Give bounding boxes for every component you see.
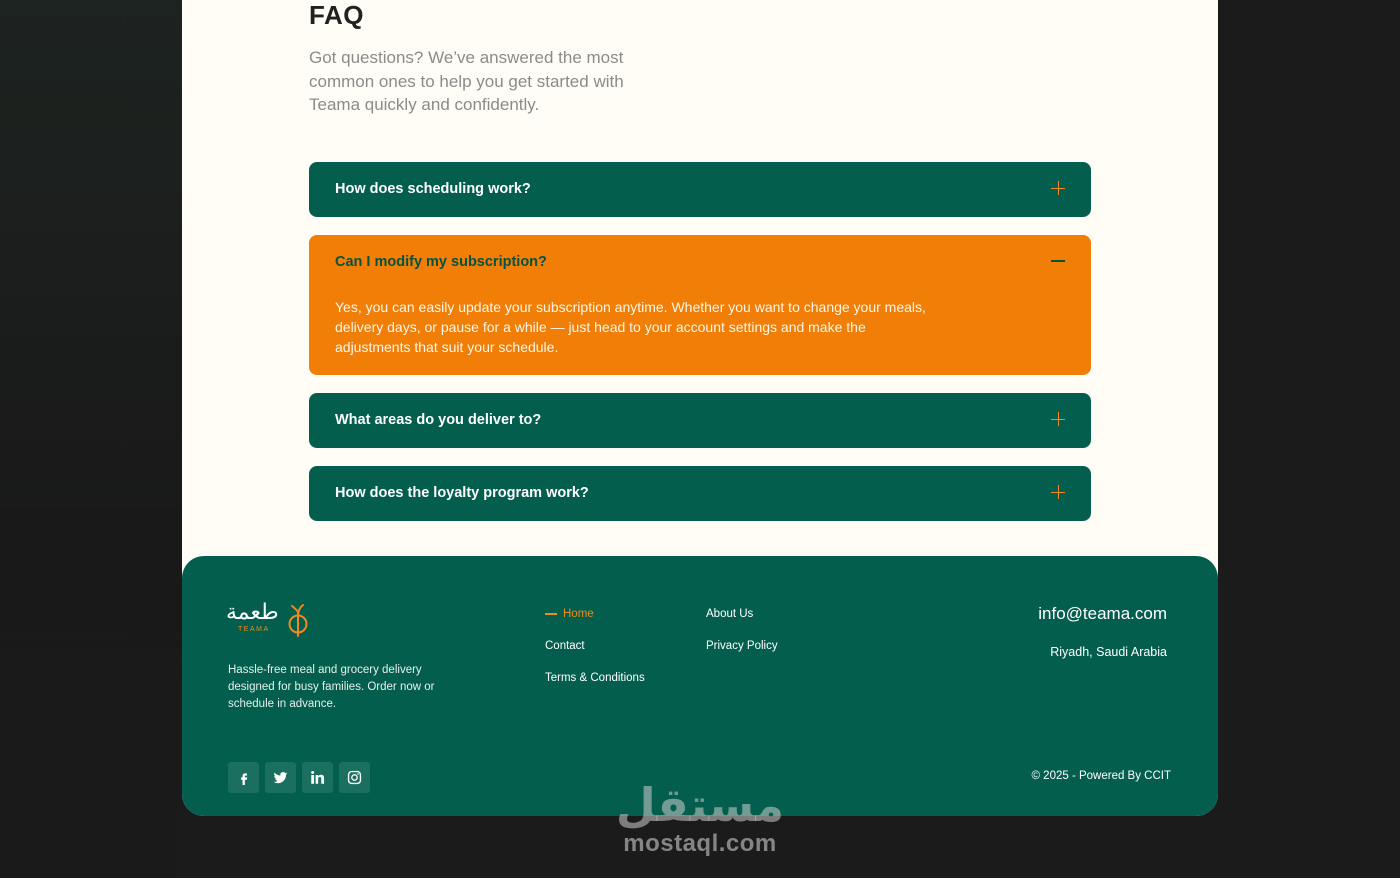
- logo-english-text: TEAMA: [238, 626, 270, 633]
- linkedin-icon[interactable]: [302, 762, 333, 793]
- footer-location: Riyadh, Saudi Arabia: [1050, 645, 1167, 659]
- logo-arabic-text: طعمة: [226, 600, 279, 625]
- plus-icon[interactable]: [1051, 181, 1065, 195]
- faq-answer: Yes, you can easily update your subscription anytime. Whether you want to change your meals, delivery days, or pause for a while — just head to your account settings and make the adjustments that suit your schedule.: [335, 299, 926, 355]
- faq-subtitle: Got questions? We’ve answered the most common ones to help you get started with Teama quickly and confidently.: [309, 48, 624, 114]
- footer-description: Hassle-free meal and grocery delivery designed for busy families. Order now or schedule in advance.: [228, 664, 435, 710]
- footer-link-privacy[interactable]: Privacy Policy: [706, 640, 778, 652]
- faq-item-scheduling[interactable]: [309, 162, 1091, 217]
- social-links: [228, 762, 370, 793]
- teama-logo[interactable]: [226, 600, 316, 640]
- facebook-icon[interactable]: [228, 762, 259, 793]
- twitter-icon[interactable]: [265, 762, 296, 793]
- plus-icon[interactable]: [1051, 412, 1065, 426]
- copyright-text: © 2025 - Powered By CCIT: [1031, 770, 1171, 782]
- background-left: [0, 0, 182, 878]
- mostaql-watermark: [612, 780, 788, 862]
- footer-link-about[interactable]: About Us: [706, 608, 754, 620]
- faq-title: FAQ: [309, 0, 364, 30]
- faq-item-delivery-areas[interactable]: [309, 393, 1091, 448]
- footer-email[interactable]: info@teama.com: [1038, 604, 1167, 623]
- footer-link-terms[interactable]: Terms & Conditions: [545, 672, 645, 684]
- faq-question: How does the loyalty program work?: [335, 485, 589, 501]
- plus-icon[interactable]: [1051, 485, 1065, 499]
- instagram-icon[interactable]: [339, 762, 370, 793]
- site-footer: [182, 556, 1218, 816]
- faq-item-subscription[interactable]: [309, 235, 1091, 375]
- footer-link-contact[interactable]: Contact: [545, 640, 585, 652]
- faq-question: How does scheduling work?: [335, 181, 531, 197]
- logo-mark-icon: [283, 602, 313, 638]
- minus-icon[interactable]: [1051, 260, 1065, 262]
- watermark-arabic: مستقل: [615, 778, 785, 832]
- watermark-latin: mostaql.com: [623, 830, 777, 857]
- faq-question: Can I modify my subscription?: [335, 254, 547, 270]
- faq-item-loyalty[interactable]: [309, 466, 1091, 521]
- footer-link-home[interactable]: Home: [545, 608, 594, 620]
- faq-question: What areas do you deliver to?: [335, 412, 542, 428]
